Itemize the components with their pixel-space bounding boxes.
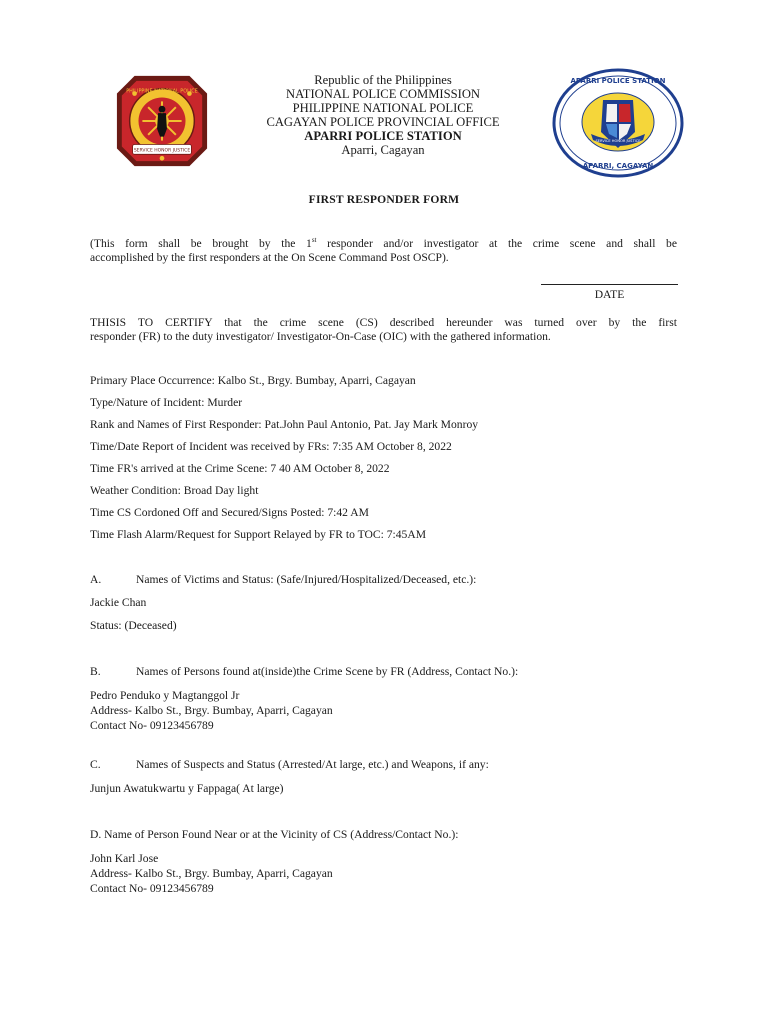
section-a-title: Names of Victims and Status: (Safe/Injured/Hospitalized/Deceased, etc.):: [136, 573, 477, 586]
letterhead-line-location: Aparri, Cagayan: [341, 143, 425, 157]
aparri-seal-banner-text: SERVICE HONOR JUSTICE: [595, 139, 641, 143]
certification-paragraph: [90, 316, 677, 344]
letterhead: [218, 73, 548, 157]
letterhead-line-napolcom: NATIONAL POLICE COMMISSION: [285, 87, 481, 101]
detail-flash-alarm-time: Time Flash Alarm/Request for Support Relayed by FR to TOC: 7:45AM: [90, 528, 427, 541]
detail-first-responders: Rank and Names of First Responder: Pat.John Paul Antonio, Pat. Jay Mark Monroy: [90, 418, 479, 431]
section-b-title: Names of Persons found at(inside)the Crime Scene by FR (Address, Contact No.):: [136, 665, 519, 678]
section-a-heading: [90, 573, 476, 586]
detail-nature-of-incident: Type/Nature of Incident: Murder: [90, 396, 243, 409]
letterhead-line-pnp: PHILIPPINE NATIONAL POLICE: [292, 101, 474, 115]
person-near-vicinity-address: Address- Kalbo St., Brgy. Bumbay, Aparri, Cagayan: [90, 867, 333, 880]
detail-place-of-occurrence: Primary Place Occurrence: Kalbo St., Brgy. Bumbay, Aparri, Cagayan: [90, 374, 416, 387]
person-near-vicinity: [90, 851, 333, 896]
person-found-inside-contact: Contact No- 09123456789: [90, 719, 214, 732]
person-near-vicinity-contact: Contact No- 09123456789: [90, 882, 214, 895]
person-found-inside-name: Pedro Penduko y Magtanggol Jr: [90, 689, 240, 702]
intro-line-1: [90, 237, 677, 251]
intro-line-1-end: responder and/or investigator at the crime scene and shall be: [316, 237, 677, 250]
ordinal-superscript: st: [311, 236, 317, 245]
certify-line-1: THISIS TO CERTIFY that the crime scene (CS) described hereunder was turned over by the first: [90, 316, 677, 329]
pnp-seal-text: PHILIPPINE NATIONAL POLICE: [126, 88, 198, 95]
section-b-heading: [90, 665, 518, 678]
person-near-vicinity-name: John Karl Jose: [90, 852, 159, 865]
form-title: FIRST RESPONDER FORM: [308, 193, 460, 206]
intro-line-1-start: (This form shall be brought by the 1: [90, 237, 312, 250]
aparri-seal-top-text: APARRI POLICE STATION: [570, 77, 666, 85]
pnp-seal-text: SERVICE HONOR JUSTICE: [133, 148, 191, 154]
detail-cordon-time: Time CS Cordoned Off and Secured/Signs Posted: 7:42 AM: [90, 506, 369, 519]
pnp-seal-icon: [113, 72, 211, 170]
detail-weather-condition: Weather Condition: Broad Day light: [90, 484, 259, 497]
section-d-heading: D. Name of Person Found Near or at the Vicinity of CS (Address/Contact No.):: [90, 828, 459, 841]
letterhead-line-republic: Republic of the Philippines: [314, 73, 452, 87]
section-c-heading: [90, 758, 489, 771]
section-b-letter: B.: [90, 665, 101, 678]
suspect-name-status: Junjun Awatukwartu y Fappaga( At large): [90, 782, 284, 795]
aparri-seal-bottom-text: APARRI, CAGAYAN: [582, 162, 654, 170]
person-found-inside: [90, 688, 333, 733]
victim-name: Jackie Chan: [90, 596, 147, 609]
detail-report-received-time: Time/Date Report of Incident was received by FRs: 7:35 AM October 8, 2022: [90, 440, 452, 453]
section-a-letter: A.: [90, 573, 102, 586]
letterhead-line-provincial-office: CAGAYAN POLICE PROVINCIAL OFFICE: [266, 115, 500, 129]
date-signature-line: [541, 284, 678, 285]
detail-arrival-time: Time FR's arrived at the Crime Scene: 7 40 AM October 8, 2022: [90, 462, 390, 475]
aparri-police-station-seal-icon: [551, 68, 685, 178]
section-c-letter: C.: [90, 758, 101, 771]
section-c-title: Names of Suspects and Status (Arrested/At large, etc.) and Weapons, if any:: [136, 758, 489, 771]
intro-line-2: accomplished by the first responders at the On Scene Command Post OSCP).: [90, 251, 449, 264]
certify-line-2: responder (FR) to the duty investigator/ Investigator-On-Case (OIC) with the gathered information.: [90, 330, 551, 343]
date-label: DATE: [594, 288, 625, 301]
letterhead-line-station: APARRI POLICE STATION: [304, 129, 462, 143]
intro-paragraph: [90, 237, 677, 265]
victim-status: Status: (Deceased): [90, 619, 177, 632]
person-found-inside-address: Address- Kalbo St., Brgy. Bumbay, Aparri, Cagayan: [90, 704, 333, 717]
